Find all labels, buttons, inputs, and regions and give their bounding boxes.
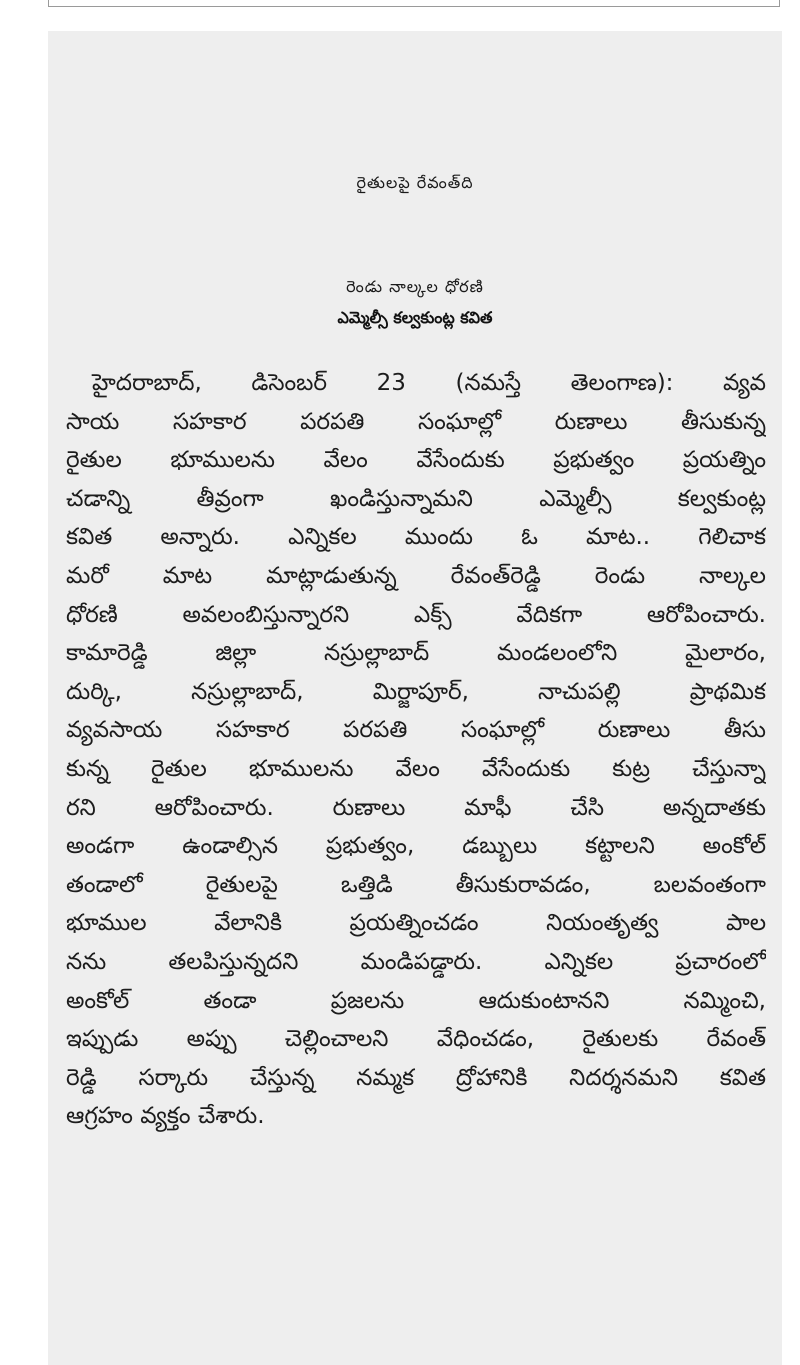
- body-line: దుర్కి, నస్రుల్లాబాద్‌, మిర్జాపూర్‌, నాచుపల్లి ప్రాథమిక: [66, 678, 766, 705]
- body-line: సాయ సహకార పరపతి సంఘాల్లో రుణాలు తీసుకున్న: [66, 408, 766, 435]
- body-line: మరో మాట మాట్లాడుతున్న రేవంత్‌రెడ్డి రెండు నాల్కల: [66, 562, 766, 589]
- headline-line: రెండు నాల్కల ధోరణి: [346, 277, 484, 297]
- headline-line: రైతులపై రేవంత్‌ది: [356, 173, 474, 193]
- body-line: భూముల వేలానికి ప్రయత్నించడం నియంతృత్వ పాల: [66, 910, 766, 937]
- body-line: రెడ్డి సర్కారు చేస్తున్న నమ్మక ద్రోహానికి నిదర్శనమని కవిత: [66, 1064, 766, 1091]
- body-line: చడాన్ని తీవ్రంగా ఖండిస్తున్నామని ఎమ్మెల్సీ కల్వకుంట్ల: [66, 485, 766, 512]
- body-line: రైతుల భూములను వేలం వేసేందుకు ప్రభుత్వం ప్రయత్నిం: [66, 447, 766, 474]
- body-line: ధోరణి అవలంబిస్తున్నారని ఎక్స్‌ వేదికగా ఆరోపించారు.: [66, 601, 766, 628]
- body-line: ఇప్పుడు అప్పు చెల్లించాలని వేధించడం, రైతులకు రేవంత్‌: [66, 1026, 766, 1053]
- body-line: వ్యవసాయ సహకార పరపతి సంఘాల్లో రుణాలు తీసు: [66, 717, 766, 744]
- body-line: కవిత అన్నారు. ఎన్నికల ముందు ఓ మాట.. గెలిచాక: [66, 524, 766, 551]
- body-line: ఆగ్రహం వ్యక్తం చేశారు.: [66, 1103, 265, 1130]
- body-line: కున్న రైతుల భూములను వేలం వేసేందుకు కుట్ర చేస్తున్నా: [66, 755, 766, 782]
- body-line: నను తలపిస్తున్నదని మండిపడ్డారు. ఎన్నికల ప్రచారంలో: [66, 948, 766, 975]
- news-article: [48, 31, 782, 1365]
- body-line: రని ఆరోపించారు. రుణాలు మాఫీ చేసి అన్నదాతకు: [66, 794, 766, 821]
- body-line: హైదరాబాద్‌, డిసెంబర్‌ 23 (నమస్తే తెలంగాణ): వ్యవ: [92, 370, 766, 396]
- body-line: కామారెడ్డి జిల్లా నస్రుల్లాబాద్‌ మండలంలోని మైలారం,: [66, 640, 766, 667]
- previous-article-frame: [48, 0, 780, 7]
- body-line: అండగా ఉండాల్సిన ప్రభుత్వం, డబ్బులు కట్టాలని అంకోల్‌: [66, 833, 766, 860]
- article-body: [66, 364, 766, 1136]
- body-line: తండాలో రైతులపై ఒత్తిడి తీసుకురావడం, బలవంతంగా: [66, 871, 766, 898]
- byline: ఎమ్మెల్సీ కల్వకుంట్ల కవిత: [337, 308, 493, 327]
- body-line: అంకోల్‌ తండా ప్రజలను ఆదుకుంటానని నమ్మించి,: [66, 987, 766, 1014]
